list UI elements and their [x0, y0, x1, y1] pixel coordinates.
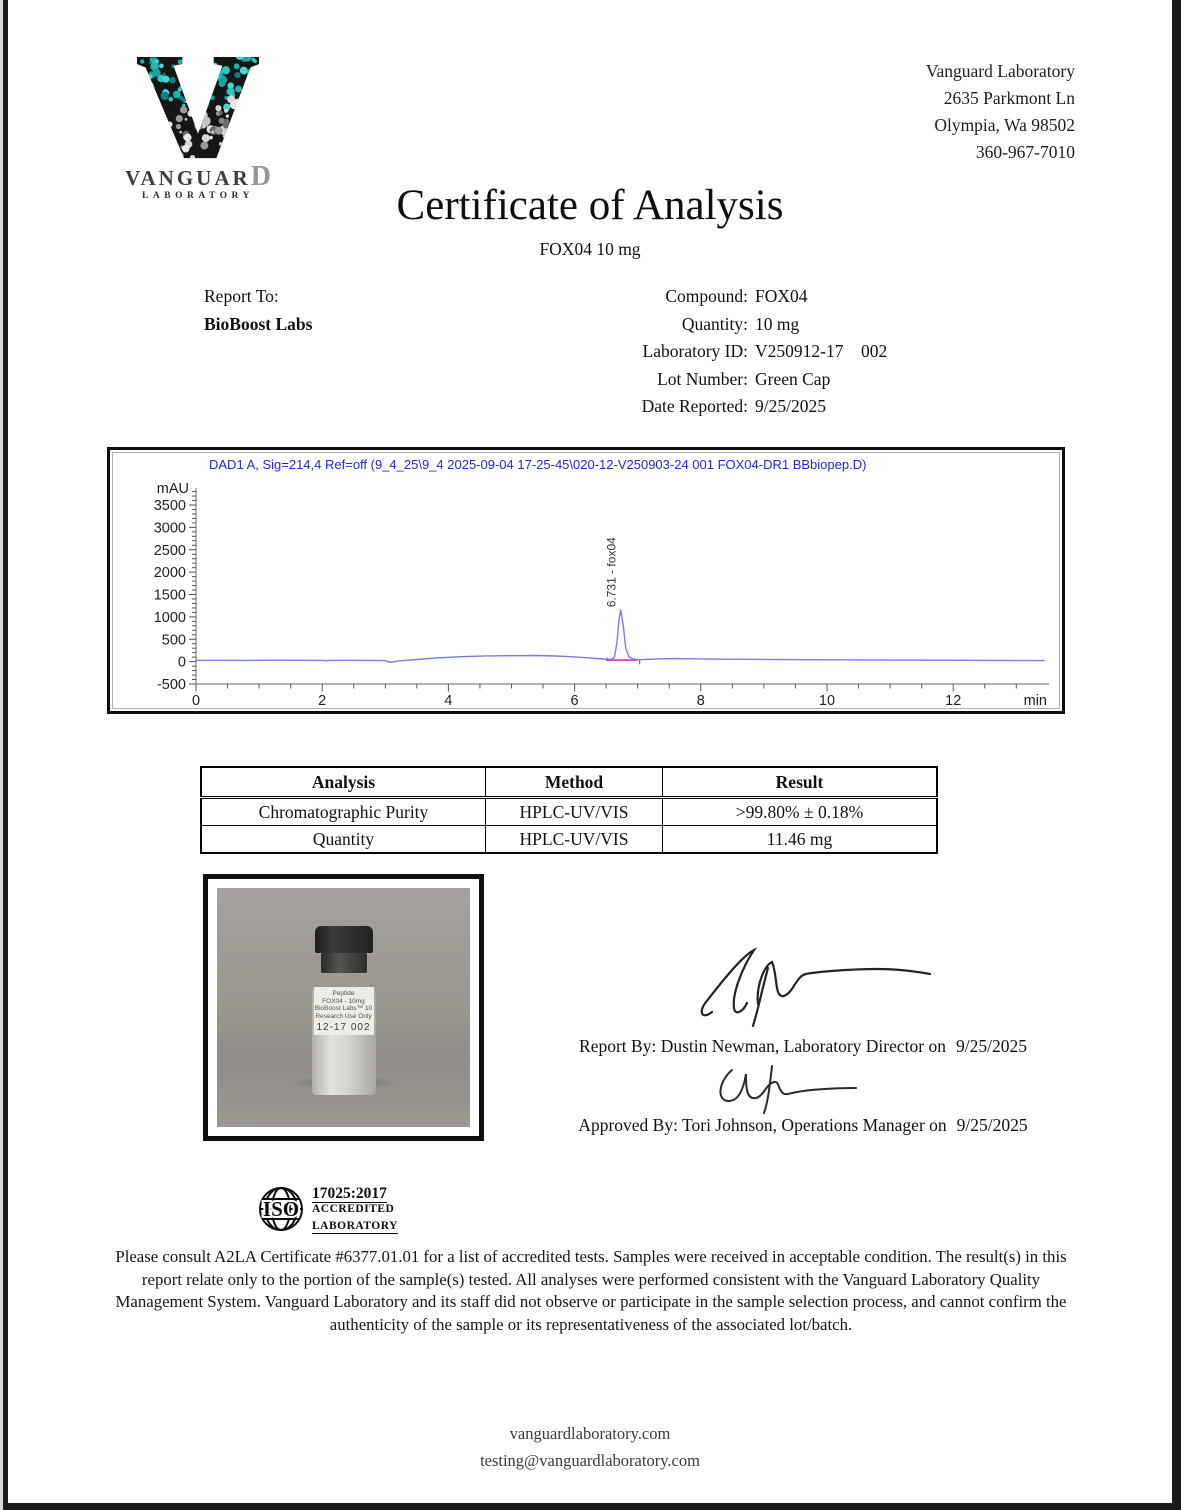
svg-text:ISO: ISO: [262, 1197, 300, 1222]
chromatogram-panel: [107, 447, 1065, 714]
svg-text:DAD1 A, Sig=214,4 Ref=off (9_4: DAD1 A, Sig=214,4 Ref=off (9_4_25\9_4 2025-09-04 17-25-45\020-12-V250903-24 001 FOX04-DR1 BBbiopep.D): [209, 457, 867, 472]
footer-email: testing@vanguardlaboratory.com: [480, 1451, 700, 1470]
report-date: 9/25/2025: [955, 1036, 1027, 1056]
detail-row: Date Reported: 9/25/2025: [641, 396, 826, 416]
svg-text:min: min: [1023, 693, 1047, 708]
svg-text:1000: 1000: [153, 609, 186, 626]
svg-text:8: 8: [696, 693, 705, 708]
vial-photo-frame: [203, 874, 484, 1141]
svg-text:1500: 1500: [153, 587, 186, 604]
letterhead-address: [926, 58, 1075, 166]
svg-text:mAU: mAU: [156, 481, 189, 497]
sample-details-block: [540, 283, 887, 421]
document-footer: [8, 1420, 1172, 1474]
table-row: Quantity HPLC-UV/VIS 11.46 mg: [201, 826, 937, 854]
results-header-row: [201, 767, 937, 798]
svg-text:2: 2: [318, 693, 327, 708]
svg-text:6.731 - fox04: 6.731 - fox04: [604, 537, 619, 608]
document-subtitle: FOX04 10 mg: [539, 239, 641, 259]
svg-text:0: 0: [177, 654, 186, 671]
svg-text:4: 4: [444, 693, 453, 708]
approval-date: 9/25/2025: [956, 1115, 1028, 1135]
document-page: [8, 0, 1172, 1503]
vial-label: Peptide FOX04 - 10mg BioBoost Labs™ 10 Research Use Only 12-17 002: [314, 987, 374, 1035]
svg-text:10: 10: [818, 693, 836, 708]
svg-text:3500: 3500: [153, 498, 186, 515]
svg-text:2000: 2000: [153, 565, 186, 582]
svg-text:-500: -500: [156, 677, 186, 693]
vanguard-v-mosaic-icon: [123, 50, 273, 160]
report-to-block: [204, 283, 312, 338]
col-analysis: Analysis: [201, 767, 486, 798]
report-to-name: BioBoost Labs: [204, 313, 313, 334]
iso-globe-icon: [257, 1185, 305, 1233]
svg-text:3000: 3000: [153, 520, 186, 537]
logo-brand-subtext: LABORATORY: [142, 191, 254, 201]
chromatogram-inner-frame: [112, 452, 1060, 709]
results-table: [200, 766, 938, 854]
page-edge-strip: [0, 0, 3, 1510]
table-row: Chromatographic Purity HPLC-UV/VIS >99.80% ± 0.18%: [201, 798, 937, 826]
document-title: Certificate of Analysis: [396, 182, 784, 229]
report-to-label: Report To:: [204, 286, 279, 306]
letterhead-line: Vanguard Laboratory: [925, 61, 1075, 81]
vanguard-logo: [113, 50, 283, 201]
vial-body: [312, 987, 376, 1095]
svg-text:2500: 2500: [153, 542, 186, 559]
report-by-line: Report By: Dustin Newman, Laboratory Director on 9/25/2025: [579, 1036, 1027, 1056]
iso-accreditation-badge: [257, 1185, 398, 1234]
vial-crimp: [321, 953, 367, 973]
logo-brand-text: VANGUARD: [125, 161, 271, 192]
col-result: Result: [663, 767, 938, 798]
svg-text:500: 500: [161, 632, 186, 649]
vial-cap: [315, 926, 373, 953]
svg-text:12: 12: [945, 693, 962, 708]
director-signature: [696, 946, 976, 1030]
vial-photo: [217, 888, 470, 1127]
iso-badge-text: 17025:2017 ACCREDITED LABORATORY: [312, 1185, 398, 1232]
letterhead-line: Olympia, Wa 98502: [934, 115, 1075, 135]
detail-row: Compound: FOX04: [665, 286, 808, 306]
hplc-chromatogram-chart: [113, 453, 1061, 708]
detail-row: Lot Number: Green Cap: [657, 368, 831, 389]
svg-text:0: 0: [191, 693, 201, 708]
letterhead-line: 360-967-7010: [975, 142, 1075, 162]
col-method: Method: [486, 767, 663, 798]
approved-by-line: Approved By: Tori Johnson, Operations Manager on 9/25/2025: [578, 1115, 1028, 1135]
letterhead-line: 2635 Parkmont Ln: [943, 88, 1075, 108]
manager-signature: [708, 1056, 878, 1114]
svg-text:6: 6: [570, 693, 579, 708]
disclaimer-paragraph: Please consult A2LA Certificate #6377.01.01 for a list of accredited tests. Samples were received in acceptable condition. The result(s) in this report relate only to the portion of the sample(s) tested. All analyses were performed consistent with the Vanguard Laboratory Quality Management System. Vanguard Laboratory and its staff did not observe or participate in the sample selection process, and cannot confirm the authenticity of the sample or its representativeness of the associated lot/batch.: [115, 1247, 1067, 1334]
detail-row: Laboratory ID: V250912-17 002: [642, 341, 888, 361]
vial: [311, 926, 377, 1095]
footer-website: vanguardlaboratory.com: [509, 1424, 671, 1443]
detail-row: Quantity: 10 mg: [681, 313, 800, 334]
